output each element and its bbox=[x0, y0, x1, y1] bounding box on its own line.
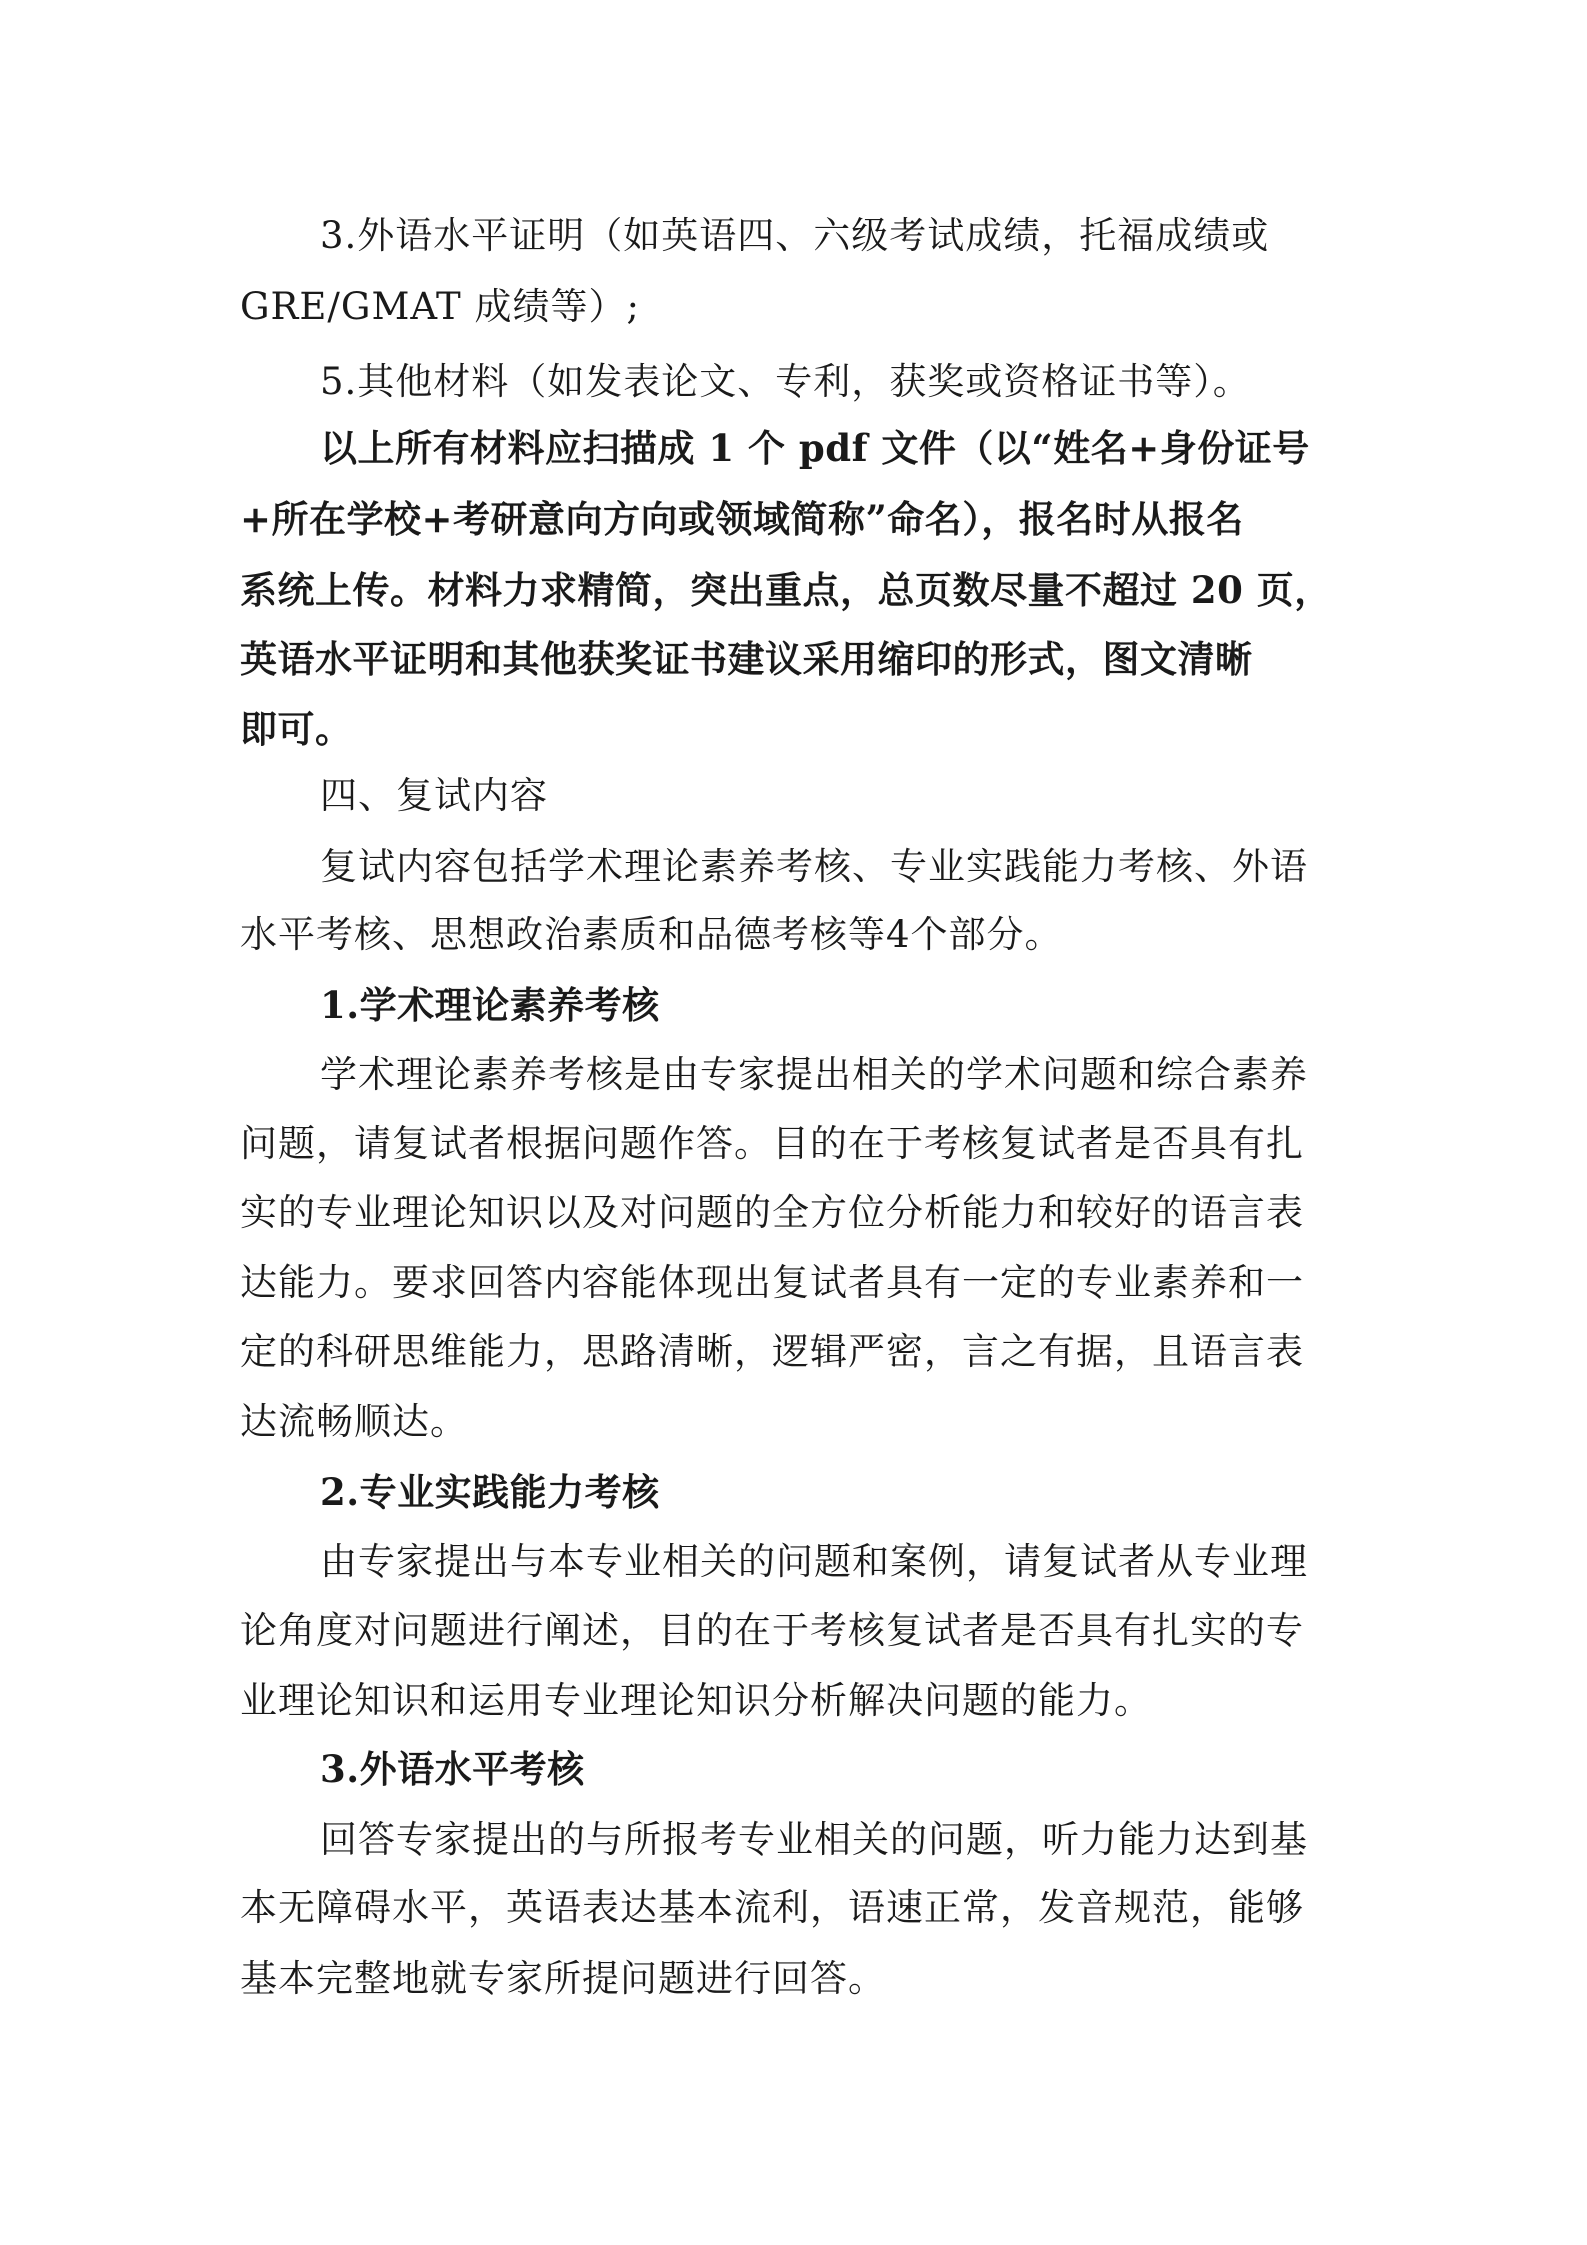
paragraph-line: 定的科研思维能力，思路清晰，逻辑严密，言之有据，且语言表 bbox=[240, 1330, 1304, 1373]
paragraph-line: 实的专业理论知识以及对问题的全方位分析能力和较好的语言表 bbox=[240, 1191, 1304, 1234]
paragraph-line: 学术理论素养考核是由专家提出相关的学术问题和综合素养 bbox=[320, 1053, 1308, 1096]
paragraph-line: 由专家提出与本专业相关的问题和案例，请复试者从专业理 bbox=[320, 1540, 1308, 1583]
paragraph-line: 复试内容包括学术理论素养考核、专业实践能力考核、外语 bbox=[320, 845, 1308, 888]
paragraph-line: 论角度对问题进行阐述，目的在于考核复试者是否具有扎实的专 bbox=[240, 1609, 1304, 1652]
bold-paragraph-line: 以上所有材料应扫描成 1 个 pdf 文件（以“姓名+身份证号 bbox=[320, 426, 1310, 470]
section-heading: 四、复试内容 bbox=[320, 774, 548, 817]
bold-paragraph-line: 英语水平证明和其他获奖证书建议采用缩印的形式，图文清晰 bbox=[240, 637, 1253, 681]
subsection-heading: 3.外语水平考核 bbox=[320, 1747, 585, 1791]
paragraph-line: 问题，请复试者根据问题作答。目的在于考核复试者是否具有扎 bbox=[240, 1122, 1304, 1165]
paragraph-line: 3.外语水平证明（如英语四、六级考试成绩，托福成绩或 bbox=[320, 214, 1270, 257]
bold-paragraph-line: +所在学校+考研意向方向或领域简称”命名），报名时从报名 bbox=[240, 497, 1244, 541]
paragraph-line: 本无障碍水平，英语表达基本流利，语速正常，发音规范，能够 bbox=[240, 1886, 1304, 1929]
paragraph-line: 业理论知识和运用专业理论知识分析解决问题的能力。 bbox=[240, 1679, 1152, 1722]
bold-paragraph-line: 系统上传。材料力求精简，突出重点，总页数尽量不超过 20 页， bbox=[240, 568, 1332, 612]
paragraph-line: 达能力。要求回答内容能体现出复试者具有一定的专业素养和一 bbox=[240, 1261, 1304, 1304]
paragraph-line: 回答专家提出的与所报考专业相关的问题，听力能力达到基 bbox=[320, 1818, 1308, 1861]
paragraph-line: 基本完整地就专家所提问题进行回答。 bbox=[240, 1957, 886, 2000]
paragraph-line: 达流畅顺达。 bbox=[240, 1400, 468, 1443]
subsection-heading: 1.学术理论素养考核 bbox=[320, 983, 660, 1027]
paragraph-line: 5.其他材料（如发表论文、专利，获奖或资格证书等）。 bbox=[320, 360, 1251, 403]
paragraph-line: 水平考核、思想政治素质和品德考核等4个部分。 bbox=[240, 913, 1063, 956]
subsection-heading: 2.专业实践能力考核 bbox=[320, 1470, 660, 1514]
bold-paragraph-line: 即可。 bbox=[240, 707, 353, 751]
paragraph-line: GRE/GMAT 成绩等）; bbox=[240, 285, 640, 328]
